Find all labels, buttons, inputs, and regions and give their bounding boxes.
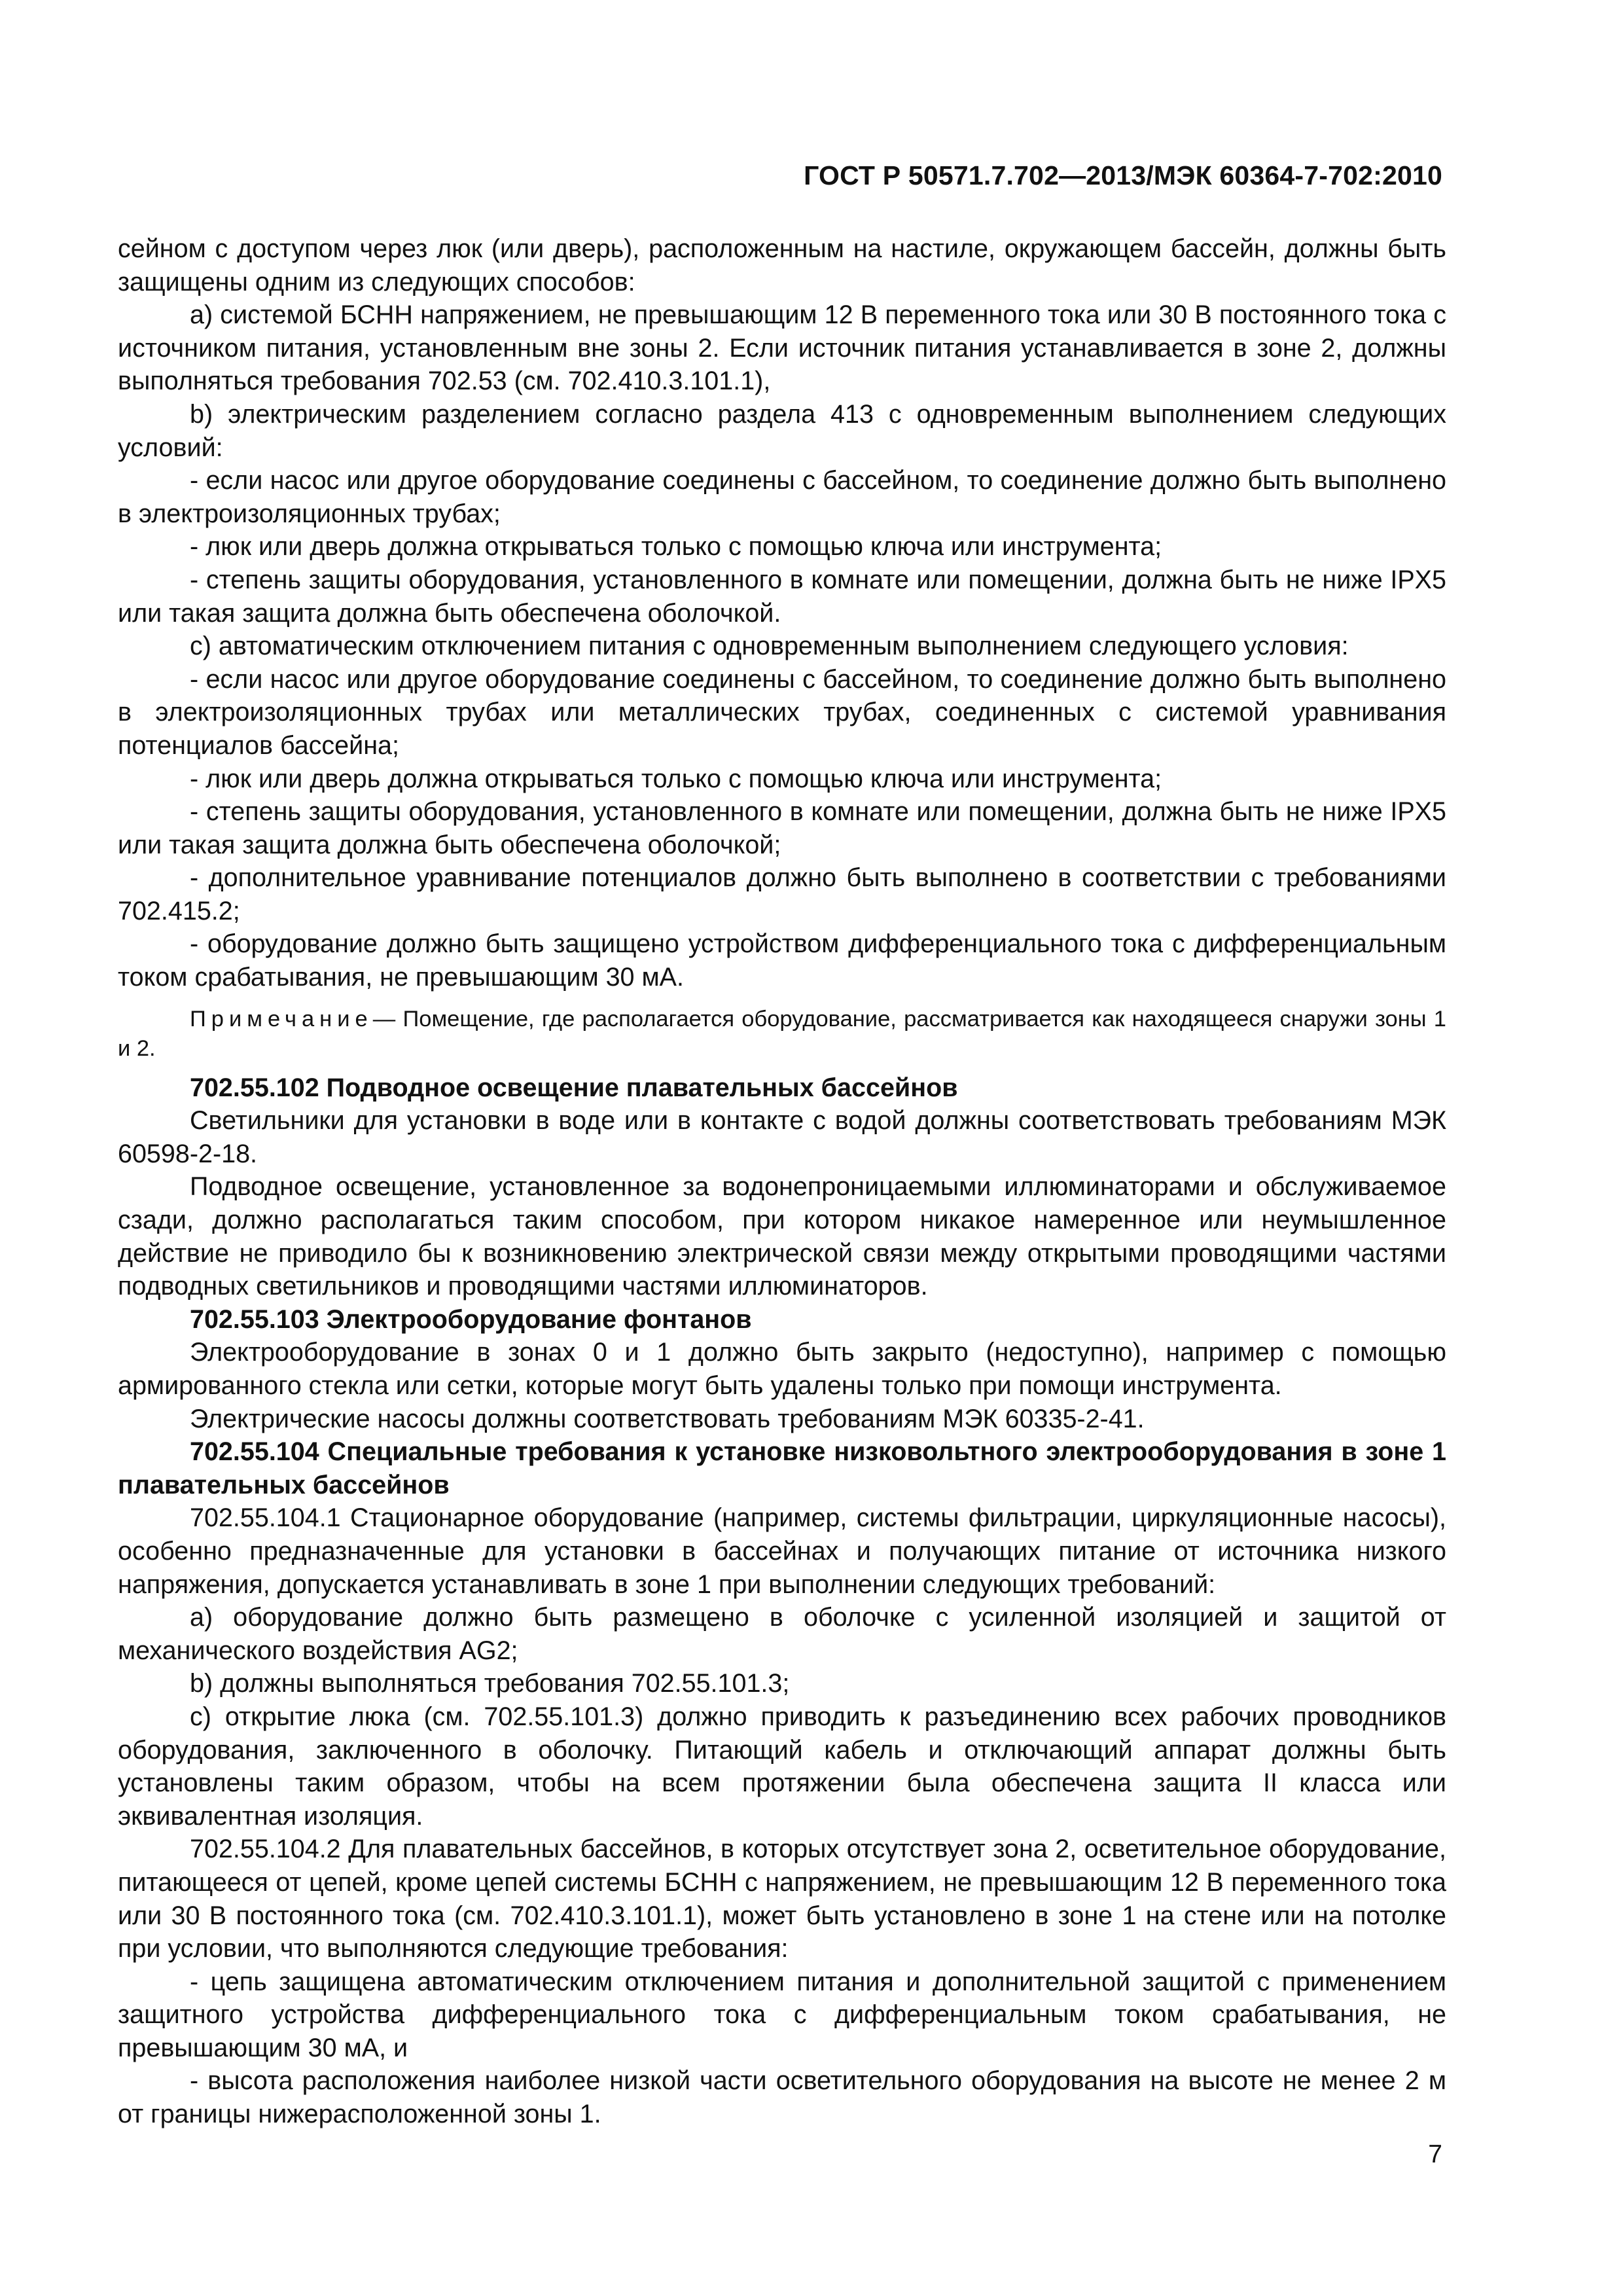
- note-text: — Помещение, где располагается оборудование, рассматривается как находящееся снаружи зоны 1 и 2.: [118, 1006, 1446, 1061]
- paragraph: 702.55.104.1 Стационарное оборудование (например, системы фильтрации, циркуляционные насосы), особенно предназначенные для установки в бассейнах и получающих питание от источника низкого напряжения, допускается устанавливать в зоне 1 при выполнении следующих требований:: [118, 1503, 1446, 1599]
- paragraph: Светильники для установки в воде или в контакте с водой должны соответствовать требованиям МЭК 60598-2-18.: [118, 1106, 1446, 1168]
- list-item: с) открытие люка (см. 702.55.101.3) должно приводить к разъединению всех рабочих проводников оборудования, заключенного в оболочку. Питающий кабель и отключающий аппарат должны быть установлены таким образом, чтобы на всем протяжении была обеспечена защита II класса или эквивалентная изоляция.: [118, 1702, 1446, 1831]
- section-heading: 702.55.102 Подводное освещение плавательных бассейнов: [190, 1073, 958, 1102]
- list-item: - степень защиты оборудования, установленного в комнате или помещении, должна быть не ниже IPX5 или такая защита должна быть обеспечена оболочкой.: [118, 565, 1446, 628]
- list-item: а) системой БСНН напряжением, не превышающим 12 В переменного тока или 30 В постоянного тока с источником питания, установленным вне зоны 2. Если источник питания устанавливается в зоне 2, должны выполняться требования 702.53 (см. 702.410.3.101.1),: [118, 300, 1446, 396]
- list-item: - степень защиты оборудования, установленного в комнате или помещении, должна быть не ниже IPX5 или такая защита должна быть обеспечена оболочкой;: [118, 797, 1446, 859]
- document-body: [118, 232, 1446, 2131]
- list-item: - цепь защищена автоматическим отключением питания и дополнительной защитой с применением защитного устройства дифференциального тока с дифференциальным током срабатывания, не превышающим 30 мА, и: [118, 1967, 1446, 2062]
- list-item: - если насос или другое оборудование соединены с бассейном, то соединение должно быть выполнено в электроизоляционных трубах или металлических трубах, соединенных с системой уравнивания потенциалов бассейна;: [118, 664, 1446, 760]
- section-heading: 702.55.104 Специальные требования к установке низковольтного электрооборудования в зоне 1 плавательных бассейнов: [118, 1437, 1446, 1499]
- section-heading: 702.55.103 Электрооборудование фонтанов: [190, 1304, 752, 1334]
- note-label: Примечание: [190, 1006, 373, 1031]
- standard-header: ГОСТ Р 50571.7.702—2013/МЭК 60364-7-702:2010: [804, 160, 1442, 190]
- list-item: - люк или дверь должна открываться только с помощью ключа или инструмента;: [190, 532, 1162, 562]
- list-item: - высота расположения наиболее низкой части осветительного оборудования на высоте не менее 2 м от границы нижерасположенной зоны 1.: [118, 2066, 1446, 2129]
- paragraph: Электрические насосы должны соответствовать требованиям МЭК 60335-2-41.: [190, 1404, 1145, 1433]
- note: [118, 1005, 1446, 1064]
- list-item: - если насос или другое оборудование соединены с бассейном, то соединение должно быть выполнено в электроизоляционных трубах;: [118, 466, 1446, 528]
- paragraph: сейном с доступом через люк (или дверь), расположенным на настиле, окружающем бассейн, должны быть защищены одним из следующих способов:: [118, 234, 1446, 296]
- list-item: с) автоматическим отключением питания с одновременным выполнением следующего условия:: [190, 632, 1349, 661]
- paragraph: Электрооборудование в зонах 0 и 1 должно быть закрыто (недоступно), например с помощью армированного стекла или сетки, которые могут быть удалены только при помощи инструмента.: [118, 1338, 1446, 1400]
- list-item: b) должны выполняться требования 702.55.101.3;: [190, 1669, 790, 1698]
- list-item: а) оборудование должно быть размещено в оболочке с усиленной изоляцией и защитой от механического воздействия AG2;: [118, 1603, 1446, 1665]
- paragraph: Подводное освещение, установленное за водонепроницаемыми иллюминаторами и обслуживаемое сзади, должно располагаться таким способом, при котором никакое намеренное или неумышленное действие не приводило бы к возникновению электрической связи между открытыми проводящими частями подводных светильников и проводящими частями иллюминаторов.: [118, 1172, 1446, 1301]
- list-item: - дополнительное уравнивание потенциалов должно быть выполнено в соответствии с требованиями 702.415.2;: [118, 863, 1446, 925]
- list-item: b) электрическим разделением согласно раздела 413 с одновременным выполнением следующих условий:: [118, 399, 1446, 462]
- page-number: 7: [1428, 2140, 1442, 2168]
- paragraph: 702.55.104.2 Для плавательных бассейнов, в которых отсутствует зона 2, осветительное оборудование, питающееся от цепей, кроме цепей системы БСНН с напряжением, не превышающим 12 В переменного тока или 30 В постоянного тока (см. 702.410.3.101.1), может быть установлено в зоне 1 на стене или на потолке при условии, что выполняются следующие требования:: [118, 1835, 1446, 1964]
- list-item: - оборудование должно быть защищено устройством дифференциального тока с дифференциальным током срабатывания, не превышающим 30 мА.: [118, 929, 1446, 992]
- list-item: - люк или дверь должна открываться только с помощью ключа или инструмента;: [190, 764, 1162, 793]
